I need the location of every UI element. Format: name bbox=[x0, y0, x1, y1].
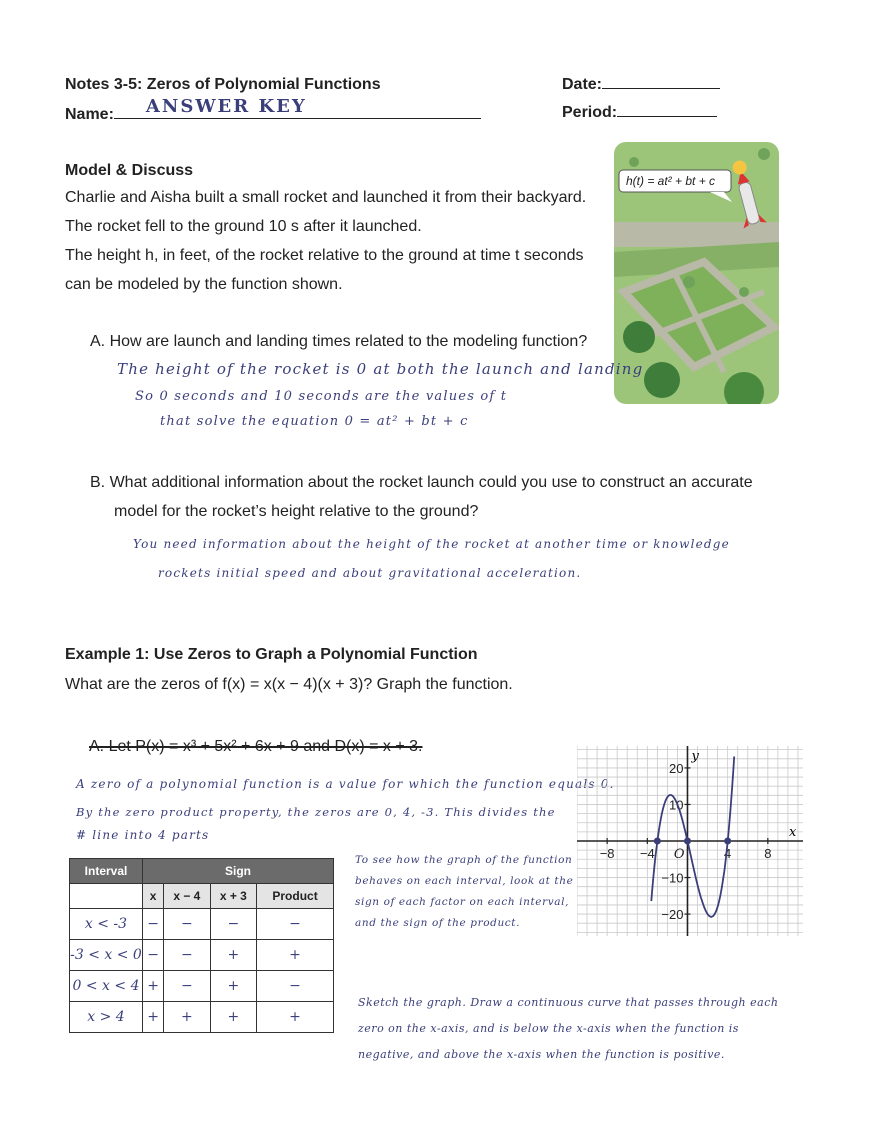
sign-cell: + bbox=[143, 1002, 164, 1033]
sign-cell: − bbox=[143, 909, 164, 940]
x-axis-label: x bbox=[789, 825, 797, 840]
interval-cell: x > 4 bbox=[70, 1002, 143, 1033]
sign-cell: − bbox=[164, 971, 210, 1002]
example-note: By the zero product property, the zeros are 0, 4, -3. This divides the bbox=[76, 805, 556, 819]
y-tick-label: −20 bbox=[661, 907, 684, 923]
function-graph bbox=[577, 746, 803, 936]
answer-a-line: that solve the equation 0 = at² + bt + c bbox=[160, 414, 469, 429]
sign-cell: − bbox=[143, 940, 164, 971]
sketch-note bbox=[358, 990, 778, 1068]
question-a bbox=[90, 327, 587, 356]
sign-cell: − bbox=[210, 909, 256, 940]
y-tick-label: −10 bbox=[661, 870, 684, 886]
sign-cell: − bbox=[164, 909, 210, 940]
model-line: The rocket fell to the ground 10 s after it launched. bbox=[65, 218, 422, 235]
question-a-text: How are launch and landing times related to the modeling function? bbox=[109, 333, 588, 350]
see-note-line: To see how the graph of the function bbox=[355, 854, 573, 866]
example-question: What are the zeros of f(x) = x(x − 4)(x + 3)? Graph the function. bbox=[65, 676, 513, 693]
table-row bbox=[70, 1002, 334, 1033]
name-field bbox=[65, 96, 481, 124]
period-field bbox=[562, 104, 717, 122]
question-a-label: A. bbox=[90, 333, 106, 350]
origin-label: O bbox=[673, 847, 685, 862]
page-title: Notes 3-5: Zeros of Polynomial Functions bbox=[65, 76, 381, 93]
see-note bbox=[355, 850, 573, 934]
example-note: A zero of a polynomial function is a value for which the function equals 0. bbox=[76, 777, 615, 791]
model-line: Charlie and Aisha built a small rocket and launched it from their backyard. bbox=[65, 189, 587, 206]
date-field bbox=[562, 76, 720, 94]
answer-a-line: The height of the rocket is 0 at both the launch and landing bbox=[117, 360, 644, 378]
col-interval: Interval bbox=[70, 859, 143, 884]
sign-cell: + bbox=[210, 1002, 256, 1033]
model-heading: Model & Discuss bbox=[65, 162, 194, 179]
sign-cell: + bbox=[210, 971, 256, 1002]
sign-cell: − bbox=[257, 909, 334, 940]
table-row bbox=[70, 909, 334, 940]
sign-cell: + bbox=[143, 971, 164, 1002]
sign-cell: − bbox=[164, 940, 210, 971]
model-formula: h(t) = at² + bt + c bbox=[626, 174, 716, 188]
zero-point bbox=[724, 838, 731, 845]
sub-header: x bbox=[143, 884, 164, 909]
sub-header: x + 3 bbox=[210, 884, 256, 909]
answer-a-line: So 0 seconds and 10 seconds are the values of t bbox=[135, 389, 508, 404]
see-note-line: behaves on each interval, look at the bbox=[355, 875, 574, 887]
zero-point bbox=[654, 838, 661, 845]
sign-table bbox=[69, 858, 334, 1033]
example-note: # line into 4 parts bbox=[76, 828, 210, 842]
sign-cell: + bbox=[257, 940, 334, 971]
sub-header: Product bbox=[257, 884, 334, 909]
x-tick-label: 4 bbox=[724, 846, 732, 861]
interval-cell: x < -3 bbox=[70, 909, 143, 940]
answer-b-line: rockets initial speed and about gravitational acceleration. bbox=[158, 566, 582, 580]
interval-cell: -3 < x < 0 bbox=[70, 940, 143, 971]
x-tick-label: 8 bbox=[764, 846, 772, 861]
question-b-text: model for the rocket’s height relative to the ground? bbox=[114, 503, 479, 520]
answer-b-line: You need information about the height of the rocket at another time or knowledge bbox=[133, 537, 730, 551]
sign-cell: + bbox=[164, 1002, 210, 1033]
name-label: Name: bbox=[65, 106, 114, 123]
sign-cell: + bbox=[257, 1002, 334, 1033]
sign-cell: − bbox=[257, 971, 334, 1002]
interval-cell: 0 < x < 4 bbox=[70, 971, 143, 1002]
function-curve bbox=[651, 757, 734, 917]
question-b-label: B. bbox=[90, 474, 106, 491]
model-line: can be modeled by the function shown. bbox=[65, 276, 343, 293]
table-row bbox=[70, 940, 334, 971]
col-sign: Sign bbox=[143, 859, 334, 884]
date-label: Date: bbox=[562, 76, 603, 93]
y-axis-label: y bbox=[691, 749, 699, 764]
y-tick-label: 20 bbox=[669, 760, 684, 776]
zero-point bbox=[684, 838, 691, 845]
sub-header: x − 4 bbox=[164, 884, 210, 909]
y-tick-label: 10 bbox=[669, 797, 684, 813]
model-text bbox=[65, 183, 610, 299]
name-value: ANSWER KEY bbox=[145, 96, 307, 117]
struck-text: A. Let P(x) = x³ + 5x² + 6x + 9 and D(x) = x + 3. bbox=[89, 738, 423, 755]
sketch-note-line: zero on the x-axis, and is below the x-axis when the function is bbox=[358, 1022, 739, 1035]
question-b-text: What additional information about the rocket launch could you use to construct an accurate bbox=[109, 474, 753, 491]
sketch-note-line: negative, and above the x-axis when the function is positive. bbox=[358, 1048, 725, 1061]
sign-cell: + bbox=[210, 940, 256, 971]
x-tick-label: −8 bbox=[599, 846, 615, 861]
see-note-line: sign of each factor on each interval, bbox=[355, 896, 570, 908]
table-row bbox=[70, 971, 334, 1002]
model-line: The height h, in feet, of the rocket relative to the ground at time t seconds bbox=[65, 247, 584, 264]
x-tick-label: −4 bbox=[639, 846, 655, 861]
see-note-line: and the sign of the product. bbox=[355, 917, 521, 929]
sketch-note-line: Sketch the graph. Draw a continuous curve that passes through each bbox=[358, 996, 779, 1009]
period-label: Period: bbox=[562, 104, 618, 121]
question-b bbox=[90, 468, 790, 526]
example-heading: Example 1: Use Zeros to Graph a Polynomial Function bbox=[65, 646, 478, 663]
